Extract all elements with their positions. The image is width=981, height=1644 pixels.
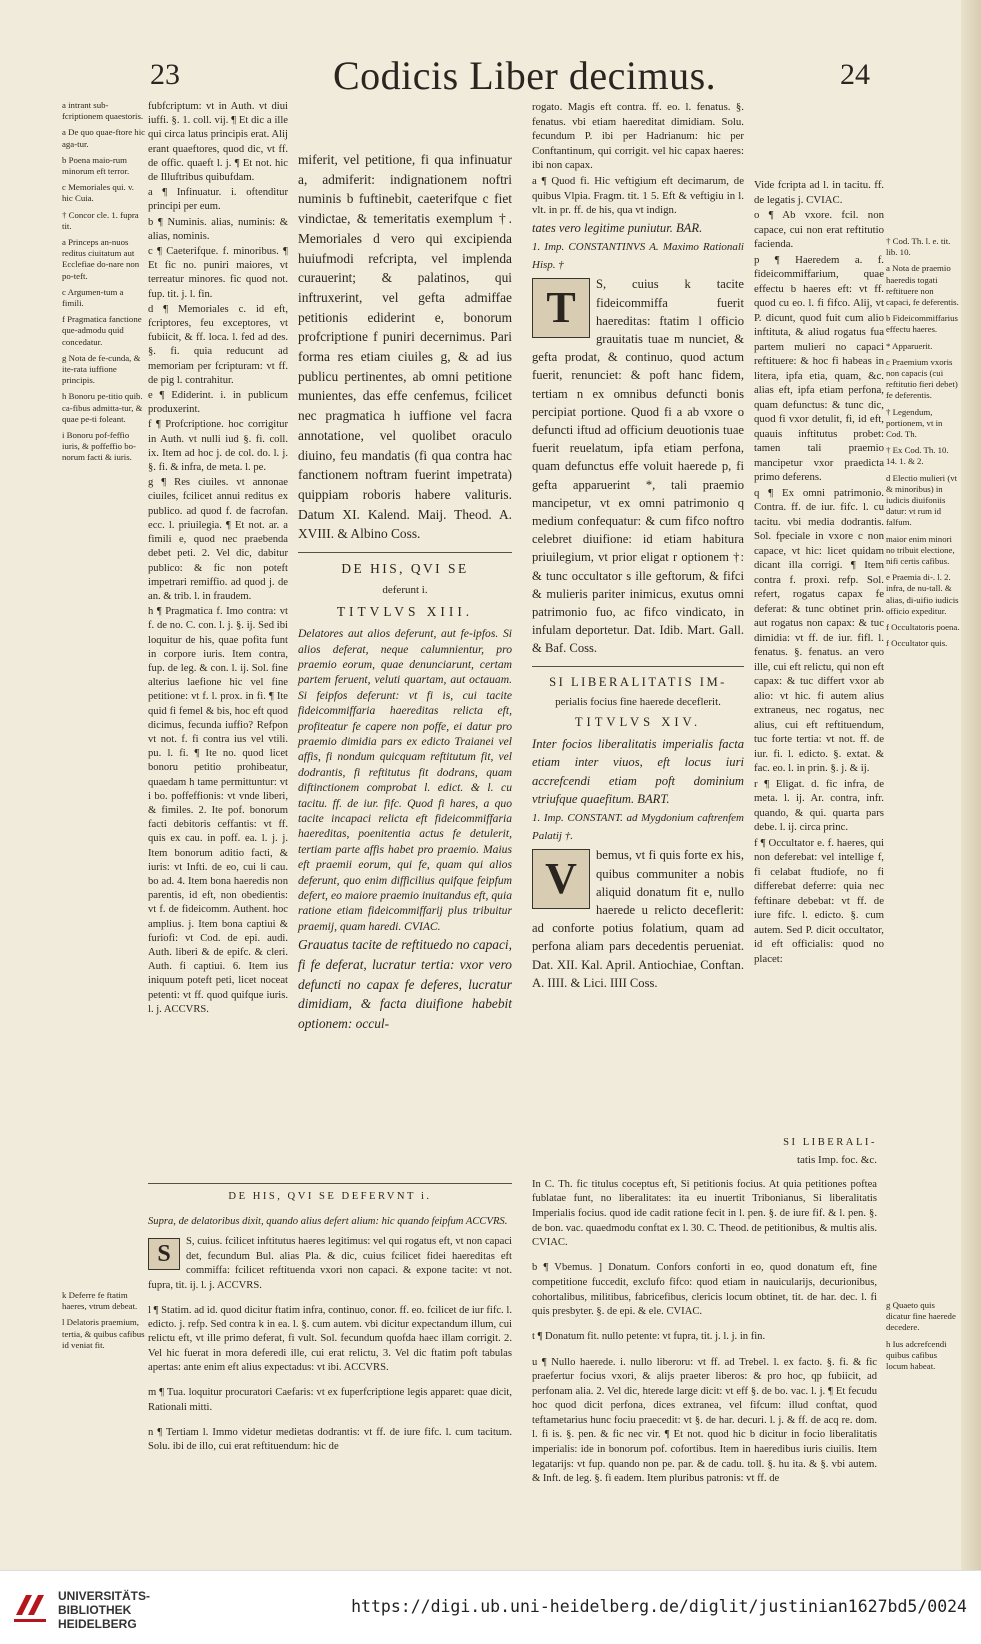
margin-note: h Ius adcrefcendi quibus cafibus locum habeat. xyxy=(886,1338,947,1372)
margin-note: e Praemia di-. l. 2. infra, de nu-tall. & alias, di-uifio iudicis officio expeditur. xyxy=(886,572,959,616)
bottom-commentary-left xyxy=(148,1175,512,1465)
decorated-initial: T xyxy=(532,278,590,338)
gloss-paragraph: In C. Th. fic titulus coceptus eft, Si petitionis focius. At quia petitiones poftea fublatae funt, no liberalitates: ita eu inuertit Tribonianus, Si liberalitatis Imperialis focius. quod ide cadit ratione fecit in l. pen. §. de iure fif. & l. pen. §. de bon. vac. quaedmodu conftat ex l. 30. C. Theod. de petitionibus, & multis alis. CVIAC. xyxy=(532,1178,877,1249)
gloss-paragraph: Vide fcripta ad l. in tacitu. ff. de legatis j. CVIAC. xyxy=(754,179,884,206)
section-intro: Supra, de delatoribus dixit, quando alius defert alium: hic quando feipfum ACCVRS. xyxy=(148,1216,508,1227)
section-heading: SI LIBERALI- xyxy=(783,1137,877,1148)
gloss-paragraph: q ¶ Ex omni patrimonio. Contra. ff. de iur. fifc. l. cu tacitu. vbi media dodrantis. Sol. fpeciale in vxore c non capace, vt hic: licet quidam dicant illa corrigi. ¶ Item contra f. proxi. refp. Sol. refert, rogatus capax fe deferat: & tunc obtinet prin. aut rogatus non capax: & tuc dimidia: vt ff. de iur. fifl. l. fenatus. §. fenatus. an vero ille, cui eft relictu, qui non eft capax: & tuc differt vxor ab alio: vt hic. fi autem alius extraneus, nec rogatus, nec alius, cui eft reftituendum, tuc forte tertia: vt not. ff. de iur. fi. l. edicto. §. extat. & fac. eo. l. in prin. §. j. & ij. xyxy=(754,486,884,774)
gloss-paragraph: d ¶ Memoriales c. id eft, fcriptores, feu exceptores, vt fubiicit, & ff. loca. l. fed ad des. §. fi. quia reducunt ad memoriam per fcripturam: vt ff. de pig l. contrahitur. xyxy=(148,303,288,386)
left-margin-notes xyxy=(62,100,146,469)
gloss-paragraph: o ¶ Ab vxore. fcil. non capace, cui non erat reftitutio facienda. xyxy=(754,209,884,250)
section-heading: DE HIS, QVI SE DEFERVNT i. xyxy=(228,1191,432,1202)
page-edge xyxy=(961,0,981,1570)
margin-note: l Delatoris praemium, tertia, & quibus cafibus id veniat fit. xyxy=(62,1317,145,1350)
law-block xyxy=(532,275,744,657)
gloss-paragraph: a ¶ Quod fi. Hic veftigium eft decimarum, de quibus Vlpia. Fragm. tit. 1 5. Eft & veftigiu in l. vlt. in pr. ff. de his, qua vt indign. xyxy=(532,174,744,217)
gloss-paragraph: b ¶ Vbemus. ] Donatum. Confors conforti in eo, quod donatum eft, fine competitione fuccedit, exclufo fifco: quod etiam in nauicularijs, decurionibus, cohortalibus, militibus, fabricefibus, clericis locum obtinet, tit. de har. dec. l. fi quis presbyter. §. de epi. & ele. CVIAC. xyxy=(532,1262,877,1318)
bottom-commentary-right xyxy=(532,1130,877,1497)
margin-note: g Quaeto quis dicatur fine haerede decedere. xyxy=(886,1300,956,1333)
margin-note: g Nota de fe-cunda, & ite-rata iuffione principis. xyxy=(62,352,141,386)
law-line: tates vero legitime puniutur. BAR. xyxy=(532,220,703,235)
verse-summary: Grauatus tacite de reftituedo no capaci, fi fe deferat, lucratur tertia: vxor vero defuncti no capax fe deferes, lucratur dimidiam, & facta diuifione habebit optionem: occul- xyxy=(298,937,512,1032)
gloss-paragraph: f ¶ Occultator e. f. haeres, qui non deferebat: vel intellige f, fi celabat ftudiofe, no fi differebat deferre: quia nec feftinare debebat: vt ff. de iure fifc. l. edicto. §. cum autem. Sed P. dicit occultator, id eft officialis: quod no placet: xyxy=(754,836,884,965)
section-summary: Delatores aut alios deferunt, aut fe-ipfos. Si alios deferat, neque calumnientur, pro praemio eorum, quae denunciarunt, certam partem feruent, veluti quartam, aut octauam. Si feipfos deferunt: vt fi is, cui tacite fideicommiffaria haereditas relicta eft, profiteatur fe capere non poffe, ei datur pro praemio dimidia pars ex edicto Traianei vel affis, fi nondum quicquam reftitutum fit, vel dodrantis, fi reftitutus fit dodrans, quam diftinctionem comprobat l. edict. & l. cu tacitu. ff. de iur. fifc. Quod fi hares, a quo tacite incapaci relicta eft fideicommiffaria haereditas, poenitentia actus fe detulerit, tertiam parte affis habet pro praemio. Maius eft praemii eorum, qui fe, quam qui alios deferunt, quo enim difficilius quifque feipfum defert, eo maiore praemio inuitandus eft, quia ratione etiam fideicommiffarij plus tribuitur praemij, quam haredi. CVIAC. xyxy=(298,627,512,933)
gloss-paragraph: e ¶ Ediderint. i. in publicum produxerint. xyxy=(148,390,288,416)
bottom-left-margin-notes xyxy=(62,1290,146,1356)
gloss-paragraph: t ¶ Donatum fit. nullo petente: vt fupra, tit. j. l. j. in fin. xyxy=(532,1331,766,1343)
margin-note: † Cod. Th. l. e. tit. lib. 10. xyxy=(886,236,951,258)
section-subheading: deferunt i. xyxy=(382,583,428,596)
permalink-url[interactable]: https://digi.ub.uni-heidelberg.de/diglit/justinian1627bd5/0024 xyxy=(351,1597,967,1616)
margin-note: † Concor cle. 1. fupra tit. xyxy=(62,209,139,231)
margin-note: maior enim minori no tribuit electione, nifi certis cafibus. xyxy=(886,533,955,567)
divider xyxy=(148,1183,512,1184)
margin-note: d Electio mulieri (vt & minoribus) in iudicis diuifoniis datur: vt rum id falfum. xyxy=(886,472,958,528)
main-text-column xyxy=(298,150,512,1035)
decorated-initial: V xyxy=(532,849,590,909)
law-text: miferit, vel petitione, fi qua infinuatur a, admiferit: indignationem noftri numinis b fuftinebit, caeterifque c fiet vindictae, & temeritatis exemplum †. Memoriales d vero qui excipienda huiufmodi refcripta, vel implenda curauerint; & palatinos, qui inftruxerint, vel gefta admiffae petitionis ediderint e, bonorum profcriptione f puniri decernimus. Pari forma res etiam ciuiles g, & ad ius publicu pertinentes, ab omni petitione munientes, das effe cenfemus, fcilicet nec pragmatica h iuffione vel facra annotatione, vel quolibet oraculo diuino, feu mandatis (fi qua contra hac fanctionem noftram fuerint impetrata) quippiam roboris habere valituris. Datum XI. Kalend. Maij. Theod. A. XVIII. & Albino Coss. xyxy=(298,152,512,542)
margin-note: a De quo quae-ftore hic aga-tur. xyxy=(62,127,146,149)
margin-note: † Ex Cod. Th. 10. 14. 1. & 2. xyxy=(886,445,949,467)
library-name-line: BIBLIOTHEK xyxy=(58,1603,132,1617)
page-header xyxy=(0,52,960,102)
left-commentary xyxy=(148,100,288,1018)
right-margin-notes xyxy=(886,236,960,655)
titulus-label: TITVLVS XIV. xyxy=(574,715,702,730)
section-subheading: tatis Imp. foc. &c. xyxy=(796,1153,877,1166)
gloss-paragraph: f ¶ Profcriptione. hoc corrigitur in Auth. vt nulli iud §. fi. coll. ix. Item ad hoc j. de col. do. l. j. §. fi. & infra, de meta. l. pe. xyxy=(148,419,288,474)
divider xyxy=(298,552,512,553)
titulus-label: TITVLVS XIII. xyxy=(336,604,474,620)
viewer-footer xyxy=(0,1570,981,1644)
law-intro: 1. Imp. CONSTANTINVS A. Maximo Rationali Hisp. † xyxy=(532,240,744,272)
margin-note: a Princeps an-nuos reditus ciuitatum aut Ecclefiae do-nare non po-teft. xyxy=(62,237,140,281)
gloss-paragraph: n ¶ Tertiam l. Immo videtur medietas dodrantis: vt ff. de iure fifc. l. cum tacitum. Solu. ibi de illo, cui erat reftituendum: hic de xyxy=(148,1426,512,1453)
gloss-paragraph: c ¶ Caeterifque. f. minoribus. ¶ Et fic no. puniri maiores, vt terreatur minores. fic quod not. fup. tit. j. l. fin. xyxy=(148,246,288,300)
margin-note: b Poena maio-rum minorum eft terror. xyxy=(62,154,130,177)
decorated-initial: S xyxy=(148,1238,180,1270)
running-title: Codicis Liber decimus. xyxy=(333,53,717,98)
law-block xyxy=(532,846,744,992)
gloss-block xyxy=(148,1235,512,1293)
margin-note: c Praemium vxoris non capacis (cui reftitutio fieri debet) fe deferentis. xyxy=(886,356,958,401)
margin-note: c Memoriales qui. v. hic Cuia. xyxy=(62,182,134,204)
section-summary: Inter focios liberalitatis imperialis facta etiam inter viuos, eft locus iuri accrefcendi etiam poft dominium vtriufque quaefitum. BART. xyxy=(532,737,744,806)
gloss-paragraph: b ¶ Numinis. alias, numinis: & alias, nominis. xyxy=(148,216,288,242)
page-number-right: 24 xyxy=(840,58,870,91)
gloss-paragraph: h ¶ Pragmatica f. Imo contra: vt f. de no. C. con. l. j. §. ij. Sed ibi loquitur de his, quae pofita funt in corpore iuris. Item contra, fup. de leg. & con. l. ij. Sol. fine alterius laefione hic vel fine petitione: vt f. l. prox. in fi. ¶ Ite quid fi femel & bis, hoc eft quod dicimus, fecunda iuffio? Refpon vt not. f. fi contra ius vel vtili. pu. l. fi. ¶ Ite no. quod licet bonoru petitio prohibeatur, quaedam h tame permittuntur: vt i bo. poffeffionis: vt vnde liberi, & fimiles. 2. Ite pof. bonorum facti debitoris ceffantis: vt ff. quis ex cau. in poff. ea. l. j. j. Item bonorum aditio facti, & iuris: vt Infti. de eo, cui li cau. bo ad. 4. Item bona haeredis non parentis, id eft, non obedientis: vt f. de fideicomm. Authent. hoc amplius. j. Item bona captiui & furiofi: vt Cod. de epi. audi. Auth. liberi & de epifc. & cleri. Auth. fi captiui. 6. Item ius iniquum poteft peti, licet noceat petenti: vt ff. quod quifque iuris. l. j. ACCVRS. xyxy=(148,606,288,1015)
library-name-line: UNIVERSITÄTS- xyxy=(58,1589,151,1603)
center-column xyxy=(532,100,744,992)
gloss-paragraph: p ¶ Haeredem a. f. fideicommiffarium, quae effectu b haeres eft: vt ff. quod cu eo. l. fi fifco. Alij, vt P. dicunt, quod fuit cum alio inftituta, & aliud rogatus fua partem mulieri no capaci reftituere: & hoc fi habeas in litera, ipfa etia, quam, &c. alias eft, ipfa etiam perfona, quam defunctus: & tunc dic, quod fi vxor detulit, fi, id eft, quauis inftitutus probet: tamen tali praemio mancipetur vxor praedicta primo deferens. xyxy=(754,253,884,483)
gloss-paragraph: u ¶ Nullo haerede. i. nullo liberoru: vt ff. ad Trebel. l. ex facto. §. fi. & fic praefertur focius vxori, & alijs praeter liberos: & pro hoc, qp fubiicit, ad perfonam alia. 2. Vel dic, hterede large dicit: vt eff §. de bo. vac. l. j. ¶ Et fecudu hoc quod dicit perfona, dices extranea, vel fifcum: illud conftat, quod teftametarius hunc fociu praecedit: vt §. de har. decuri. l. j. & ff. de acq re. dom. l. fi is. §. pen. & fic nec vir. ¶ Et not. quod hic b dicitur in focio liberalitatis imperialis: ide in bonorum pof. cofortibus. Item in haeredibus iuris ciuilis. Item legatarijs: vt fup. quando non pe. par. & de cadu. toll. §. hu ita. & §. vbi autem. & Inft. de leg. §. fi eadem. Item pluribus patronis: vt ff. de xyxy=(532,1356,877,1485)
gloss-paragraph: a ¶ Infinuatur. i. oftenditur principi per eum. xyxy=(148,187,288,213)
margin-note: k Deferre fe ftatim haeres, vtrum debeat. xyxy=(62,1290,138,1312)
law-intro: 1. Imp. CONSTANT. ad Mygdonium caftrenfem Palatij †. xyxy=(532,812,744,843)
library-name-line: HEIDELBERG xyxy=(58,1617,137,1631)
gloss-paragraph: l ¶ Statim. ad id. quod dicitur ftatim infra, continuo, conor. ff. eo. fcilicet de iur fifc. l. edicto. j. refp. Sed contra k in ea. l. §. cum autem. vbi dicitur expectandum illum, cui relictu eft, vt ille primo deferat, fi vult. Sol. fecundum quofda haec illam corrigit. 2. Vel hic fuerat in mora deferedi ille, cui erat relictu, 3. Vel dic ftatim poft tabulas apertas: ante enim eft alius expectadus: vt ibi. ACCVRS. xyxy=(148,1304,512,1374)
gloss-paragraph: m ¶ Tua. loquitur procuratori Caefaris: vt ex fuperfcriptione legis apparet: quae dicit, Rationali mitti. xyxy=(148,1387,512,1413)
law-body: bemus, vt fi quis forte ex his, quibus communiter a nobis aliquid donatum fit e, nullo haerede u relicto deceflerit: ad conforte potius folatium, quam ad perfona aliam pars decedentis perueniat. Dat. XII. Kal. April. Antiochiae, Conftan. A. IIII. & Lici. IIII Coss. xyxy=(532,848,744,990)
gloss-body: S, cuius. fcilicet inftitutus haeres legitimus: vel qui rogatus eft, vt non capaci det, fecundum Bul. alias Pla. & dic, cuius fcilicet fidei haereditas eft commiffa: fcilicet reftituenda vxori non capaci. & expone tacite: vt not. fupra, tit. ij. l. j. ACCVRS. xyxy=(148,1236,512,1291)
margin-note: f Pragmatica fanctione que-admodu quid concedatur. xyxy=(62,314,142,347)
law-body: S, cuius k tacite fideicommiffa fuerit haereditas: ftatim l officio grauitatis tuae m nunciet, & gefta prodat, & continuo, quod actum fuerit, renunciet: & poft hanc fidem, tertiam n ex omnibus defuncti bonis percipiat portione. Quod fi a ab vxore o defuncti iftud ad officium deuotionis tuae fuerit reuelatum, ipfa etiam perfona, quam defunctus effe voluit haerede p, fi gefta apparuerint *, tali praemio mancipetur, vt ex omni patrimonio q medium confequatur: & cum fifco noftro celebret diuifione: id etiam habitura priuilegium, vt prior eligat r optionem †: & tunc occultator s ille geftorum, & fifci & mulieris pariter inimicus, exutus omni patrimonio fuo, ac fifco vindicato, in infulam deportetur. Dat. Idib. Mart. Gall. & Baf. Coss. xyxy=(532,277,744,656)
section-subheading: perialis focius fine haerede deceflerit. xyxy=(555,695,721,708)
margin-note: b Fideicommiffarius effectu haeres. xyxy=(886,313,958,335)
gloss-paragraph: r ¶ Eligat. d. fic infra, de meta. l. ij. Ar. contra, infr. quando, & qui. quarta pars debe. l. ij. circa princ. xyxy=(754,777,884,833)
margin-note: † Legendum, portionem, vt in Cod. Th. xyxy=(886,406,943,440)
margin-note: * Apparuerit. xyxy=(886,340,933,351)
margin-note: f Occultatoris poena. xyxy=(886,622,960,633)
gloss-paragraph: g ¶ Res ciuiles. vt annonae ciuiles, fcilicet annui reditus ex publico. ad quod f. de facrofan. ecc. l. priuilegia. ¶ Et not. ar. a fimili e, quod nec praebenda debet peti. 2. Vel dic, dabitur publico: & fic non poteft impetrari remiffio. ad quod j. de an. & trib. l. in fraudem. xyxy=(148,477,288,602)
page-number-left: 23 xyxy=(150,58,180,91)
margin-note: f Occultator quis. xyxy=(886,638,948,649)
margin-note: a Nota de praemio haeredis togati reftituere non capaci, fe deferentis. xyxy=(886,263,959,308)
margin-note: i Bonoru pof-feffio iuris, & poffeffio bo-norum facti & iuris. xyxy=(62,430,136,463)
right-commentary xyxy=(754,178,884,967)
margin-note: a intrant sub-fcriptionem quaestoris. xyxy=(62,100,144,122)
section-heading: SI LIBERALITATIS IM- xyxy=(549,674,727,689)
divider xyxy=(532,666,744,667)
bottom-right-margin-notes xyxy=(886,1300,960,1377)
library-logo-icon xyxy=(10,1585,50,1625)
margin-note: h Bonoru pe-titio quib. ca-fibus admitta-tur, & quae pe-ti foleant. xyxy=(62,391,143,424)
library-name xyxy=(58,1589,150,1631)
gloss-paragraph: fubfcriptum: vt in Auth. vt diui iuffi. §. 1. coll. vij. ¶ Et dic a ille qui circa latus principis erat. Alij erant quaeftores, quod dic, vt ff. de offic. quaeft l. j. ¶ Et not. hic de Illuftribus quibufdam. xyxy=(148,101,288,184)
margin-note: c Argumen-tum a fimili. xyxy=(62,286,124,309)
section-heading: DE HIS, QVI SE xyxy=(341,561,469,577)
gloss-paragraph: rogato. Magis eft contra. ff. eo. l. fenatus. §. fenatus. vbi etiam haereditat dimidiam. Solu. fecundum P. ibi per Hadrianum: hic per Conftantinum, qui corrigit. vel hic capax haeres: ibi non capax. xyxy=(532,101,744,172)
